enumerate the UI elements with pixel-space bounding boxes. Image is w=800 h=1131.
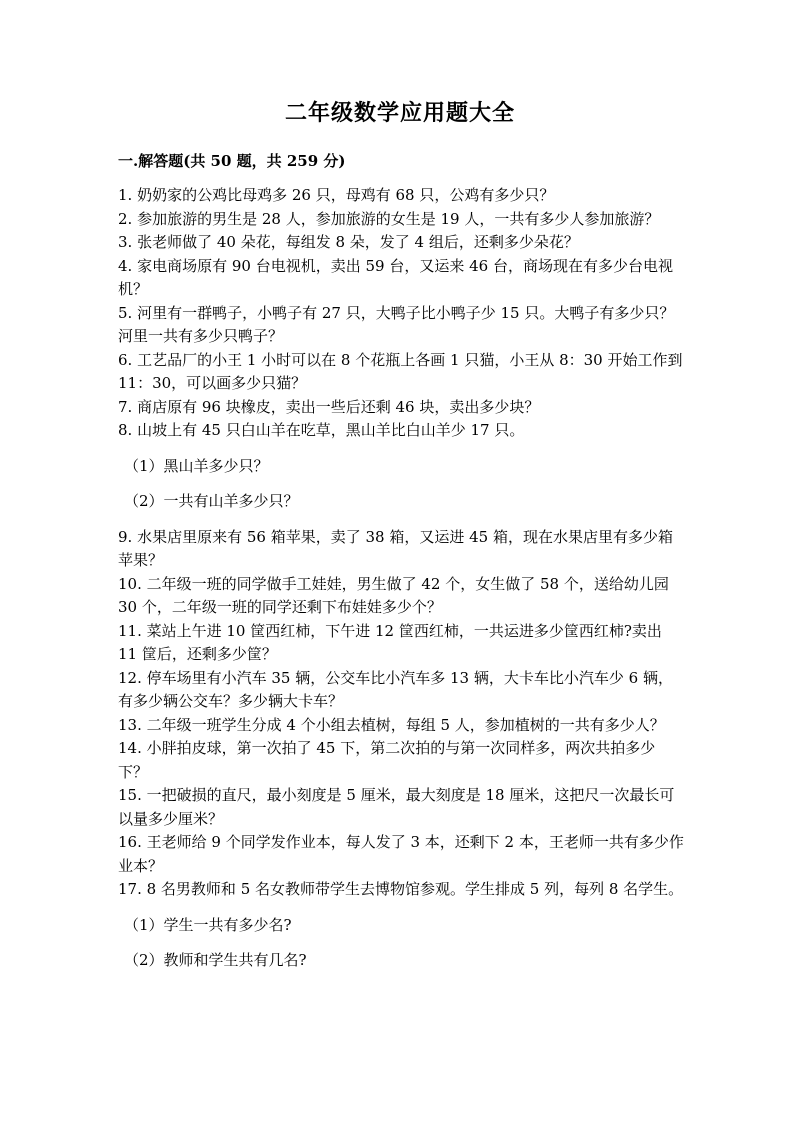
question-7: 7. 商店原有 96 块橡皮，卖出一些后还剩 46 块，卖出多少块？ — [118, 397, 540, 416]
question-3: 3. 张老师做了 40 朵花，每组发 8 朵，发了 4 组后，还剩多少朵花？ — [118, 233, 579, 251]
question-11: 11. 菜站上午进 10 筐西红柿，下午进 12 筐西红柿，一共运进多少筐西红柿?卖出 11 筐后，还剩多少筐？ — [118, 621, 662, 663]
document-title: 二年级数学应用题大全 — [284, 100, 515, 126]
question-13: 13. 二年级一班学生分成 4 个小组去植树，每组 5 人，参加植树的一共有多少人？ — [118, 715, 665, 734]
question-14: 14. 小胖拍皮球，第一次拍了 45 下，第二次拍的与第一次同样多，两次共拍多少下？ — [118, 739, 656, 781]
question-15: 15. 一把破损的直尺，最小刻度是 5 厘米，最大刻度是 18 厘米，这把尺一次最长可以量多少厘米？ — [118, 786, 675, 828]
question-17: 17. 8 名男教师和 5 名女教师带学生去博物馆参观。学生排成 5 列，每列 8 名学生。 — [118, 880, 684, 898]
question-4: 4. 家电商场原有 90 台电视机，卖出 59 台，又运来 46 台，商场现在有多少台电视机？ — [118, 256, 673, 298]
question-16: 16. 王老师给 9 个同学发作业本，每人发了 3 本，还剩下 2 本，王老师一共有多少作业本？ — [118, 833, 684, 875]
question-1: 1. 奶奶家的公鸡比母鸡多 26 只，母鸡有 68 只，公鸡有多少只？ — [118, 186, 555, 204]
section-heading: 一.解答题(共 50 题，共 259 分) — [118, 152, 346, 170]
question-17-sub-2: （2）教师和学生共有几名? — [124, 951, 307, 969]
question-6: 6. 工艺品厂的小王 1 小时可以在 8 个花瓶上各画 1 只猫，小王从 8：30 开始工作到 11：30，可以画多少只猫？ — [118, 350, 683, 392]
question-8-sub-1: （1）黑山羊多少只？ — [124, 456, 269, 475]
question-10: 10. 二年级一班的同学做手工娃娃，男生做了 42 个，女生做了 58 个，送给幼儿园 30 个，二年级一班的同学还剩下布娃娃多少个？ — [118, 574, 669, 616]
question-12: 12. 停车场里有小汽车 35 辆，公交车比小汽车多 13 辆，大卡车比小汽车少 6 辆，有多少辆公交车？多少辆大卡车？ — [118, 668, 673, 710]
question-9: 9. 水果店里原来有 56 箱苹果，卖了 38 箱，又运进 45 箱，现在水果店里有多少箱苹果？ — [118, 527, 673, 569]
question-8: 8. 山坡上有 45 只白山羊在吃草，黑山羊比白山羊少 17 只。 — [118, 421, 525, 439]
question-5: 5. 河里有一群鸭子，小鸭子有 27 只，大鸭子比小鸭子少 15 只。大鸭子有多少只？河里一共有多少只鸭子？ — [118, 303, 675, 345]
question-2: 2. 参加旅游的男生是 28 人，参加旅游的女生是 19 人，一共有多少人参加旅游？ — [118, 209, 660, 228]
question-17-sub-1: （1）学生一共有多少名? — [124, 915, 292, 934]
question-8-sub-2: （2）一共有山羊多少只？ — [124, 492, 299, 510]
question-list — [118, 184, 684, 973]
